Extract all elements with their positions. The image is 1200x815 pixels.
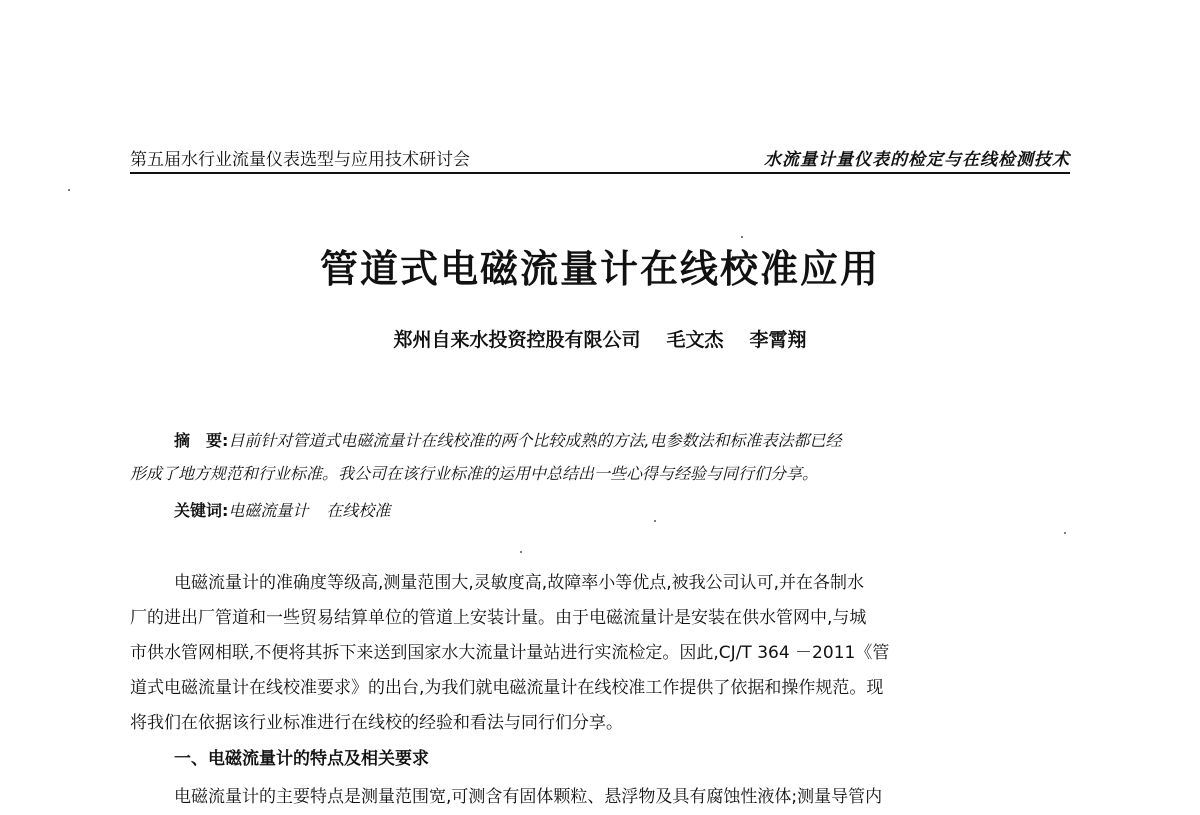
scan-speck bbox=[654, 520, 656, 522]
body-line-3: 市供水管网相联,不便将其拆下来送到国家水大流量计量站进行实流检定。因此,CJ/T 364 －2011《管 bbox=[130, 643, 890, 663]
keyword-1: 电磁流量计 bbox=[228, 501, 309, 520]
abstract-line-2: 形成了地方规范和行业标准。我公司在该行业标准的运用中总结出一些心得与经验与同行们分享。 bbox=[130, 464, 819, 483]
keyword-2: 在线校准 bbox=[326, 501, 391, 520]
abstract-line-1 bbox=[130, 424, 1070, 457]
abstract-label: 摘 要: bbox=[174, 431, 229, 450]
body-line-4: 道式电磁流量计在线校准要求》的出台,为我们就电磁流量计在线校准工作提供了依据和操作规范。现 bbox=[130, 678, 884, 698]
section-1-first-line: 电磁流量计的主要特点是测量范围宽,可测含有固体颗粒、悬浮物及具有腐蚀性液体;测量导管内 bbox=[174, 787, 883, 807]
paper-title: 管道式电磁流量计在线校准应用 bbox=[319, 246, 880, 291]
scan-speck bbox=[1064, 532, 1066, 534]
keywords-label: 关键词: bbox=[174, 501, 229, 520]
author-organization: 郑州自来水投资控股有限公司 bbox=[393, 329, 641, 351]
keywords bbox=[174, 496, 390, 526]
body-line-2: 厂的进出厂管道和一些贸易结算单位的管道上安装计量。由于电磁流量计是安装在供水管网中,与城 bbox=[130, 608, 867, 628]
scan-speck bbox=[741, 236, 743, 238]
byline bbox=[0, 326, 1200, 354]
author-name-2: 李霄翔 bbox=[749, 329, 807, 351]
section-heading-1: 一、电磁流量计的特点及相关要求 bbox=[174, 749, 429, 769]
body-paragraph bbox=[130, 566, 1070, 741]
abstract bbox=[130, 424, 1070, 490]
abstract-text-1: 目前针对管道式电磁流量计在线校准的两个比较成熟的方法,电参数法和标准表法都已经 bbox=[228, 431, 842, 450]
author-name-1: 毛文杰 bbox=[666, 329, 724, 351]
scan-speck bbox=[68, 189, 70, 191]
header-section-title: 水流量计量仪表的检定与在线检测技术 bbox=[764, 150, 1070, 170]
scan-speck bbox=[520, 551, 522, 553]
header-conference-name: 第五届水行业流量仪表选型与应用技术研讨会 bbox=[130, 150, 470, 170]
body-line-1: 电磁流量计的准确度等级高,测量范围大,灵敏度高,故障率小等优点,被我公司认可,并在各制水 bbox=[174, 573, 865, 593]
running-header bbox=[130, 146, 1070, 174]
body-line-5: 将我们在依据该行业标准进行在线校的经验和看法与同行们分享。 bbox=[130, 713, 623, 733]
